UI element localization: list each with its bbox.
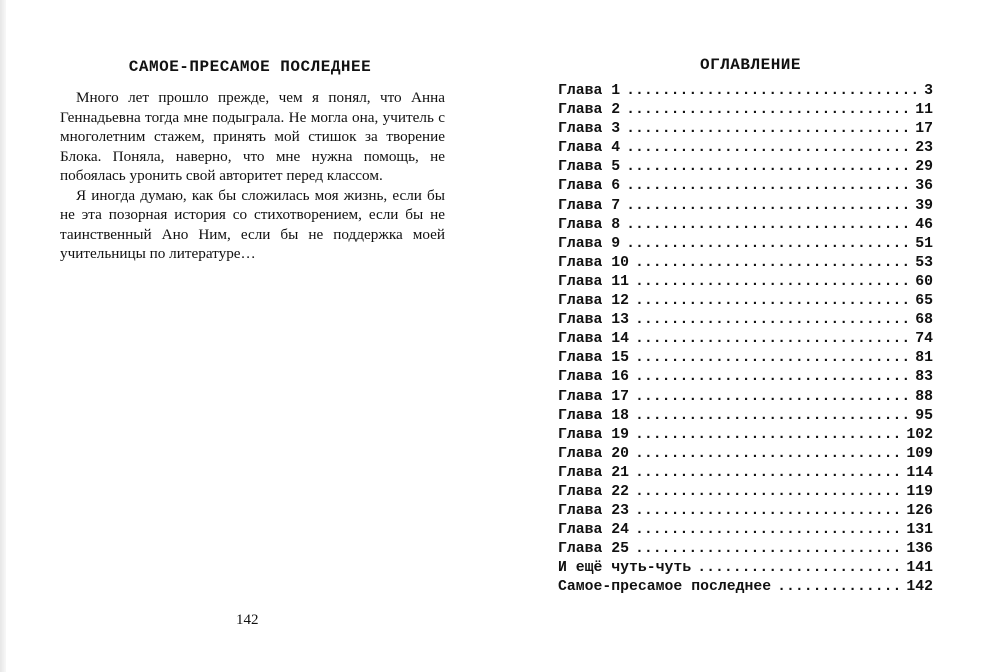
toc-entry-page: 68 (915, 312, 933, 329)
toc-entry-page: 29 (915, 159, 933, 176)
toc-entry-page: 36 (915, 178, 933, 195)
toc-entry-page: 142 (906, 579, 933, 596)
toc-entry[interactable] (558, 120, 933, 139)
toc-dot-leader (635, 254, 912, 273)
toc-entry-label: Глава 24 (558, 522, 630, 539)
toc-dot-leader (626, 197, 912, 216)
toc-entry-page: 136 (906, 541, 933, 558)
toc-entry[interactable] (558, 330, 933, 349)
toc-dot-leader (635, 540, 903, 559)
toc-dot-leader (635, 407, 912, 426)
chapter-title: САМОЕ-ПРЕСАМОЕ ПОСЛЕДНЕЕ (128, 58, 372, 76)
toc-entry[interactable] (558, 273, 933, 292)
toc-entry-label: Глава 8 (558, 216, 621, 233)
toc-entry[interactable] (558, 235, 933, 254)
toc-entry-label: Глава 12 (558, 293, 630, 310)
toc-entry-page: 65 (915, 293, 933, 310)
toc-entry[interactable] (558, 349, 933, 368)
toc-entry-label: Глава 22 (558, 483, 630, 500)
toc-entry-page: 51 (915, 235, 933, 252)
right-page (500, 0, 1001, 672)
toc-entry-label: Глава 9 (558, 235, 621, 252)
toc-dot-leader (626, 158, 912, 177)
toc-entry[interactable] (558, 388, 933, 407)
toc-entry-page: 81 (915, 350, 933, 367)
toc-entry-page: 95 (915, 407, 933, 424)
toc-entry-label: Глава 17 (558, 388, 630, 405)
paragraph: Много лет прошло прежде, чем я понял, что Анна Геннадьевна тогда мне подыграла. Не могла она, учитель с многолетним стажем, принять мой стишок за творение Блока. Поняла, наверно, что мне нужна помощь, не побоялась уронить свой авторитет перед классом. (60, 89, 445, 184)
toc-entry[interactable] (558, 292, 933, 311)
toc-entry[interactable] (558, 559, 933, 578)
toc-entry-page: 88 (915, 388, 933, 405)
toc-entry[interactable] (558, 101, 933, 120)
toc-entry-label: И ещё чуть-чуть (558, 560, 692, 577)
toc-dot-leader (635, 483, 903, 502)
toc-entry-page: 11 (915, 102, 933, 119)
toc-dot-leader (626, 82, 921, 101)
toc-entry-page: 60 (915, 273, 933, 290)
toc-entry-label: Глава 4 (558, 140, 621, 157)
toc-entry-label: Глава 19 (558, 426, 630, 443)
toc-dot-leader (635, 502, 903, 521)
toc-dot-leader (635, 445, 903, 464)
toc-dot-leader (635, 521, 903, 540)
toc-entry[interactable] (558, 216, 933, 235)
toc-entry-page: 109 (906, 445, 933, 462)
toc-dot-leader (635, 330, 912, 349)
toc-dot-leader (697, 559, 903, 578)
toc-entry-label: Глава 3 (558, 121, 621, 138)
table-of-contents (558, 82, 933, 598)
toc-entry-label: Глава 6 (558, 178, 621, 195)
toc-dot-leader (635, 292, 912, 311)
toc-entry-page: 83 (915, 369, 933, 386)
toc-entry-label: Глава 1 (558, 83, 621, 99)
toc-entry[interactable] (558, 464, 933, 483)
toc-entry[interactable] (558, 311, 933, 330)
toc-entry-label: Глава 18 (558, 407, 630, 424)
toc-entry[interactable] (558, 82, 933, 101)
toc-entry-page: 46 (915, 216, 933, 233)
toc-dot-leader (635, 349, 912, 368)
toc-dot-leader (626, 101, 912, 120)
toc-dot-leader (626, 216, 912, 235)
toc-entry-label: Глава 25 (558, 541, 630, 558)
left-page (0, 0, 500, 672)
toc-entry[interactable] (558, 177, 933, 196)
toc-entry-page: 17 (915, 121, 933, 138)
toc-title: ОГЛАВЛЕНИЕ (699, 56, 801, 74)
toc-entry-label: Глава 11 (558, 273, 630, 290)
toc-entry-label: Глава 5 (558, 159, 621, 176)
toc-entry[interactable] (558, 578, 933, 597)
toc-entry[interactable] (558, 502, 933, 521)
toc-entry-label: Глава 14 (558, 331, 630, 348)
toc-entry-label: Глава 15 (558, 350, 630, 367)
toc-dot-leader (635, 311, 912, 330)
toc-entry[interactable] (558, 368, 933, 387)
toc-dot-leader (626, 235, 912, 254)
toc-entry-label: Глава 21 (558, 464, 630, 481)
toc-entry-label: Глава 2 (558, 102, 621, 119)
toc-entry-label: Глава 10 (558, 254, 630, 271)
toc-entry[interactable] (558, 407, 933, 426)
toc-entry-label: Глава 13 (558, 312, 630, 329)
toc-entry[interactable] (558, 254, 933, 273)
toc-entry-label: Глава 23 (558, 503, 630, 520)
toc-entry[interactable] (558, 521, 933, 540)
page-number: 142 (236, 612, 259, 628)
toc-entry[interactable] (558, 139, 933, 158)
toc-dot-leader (626, 120, 912, 139)
toc-dot-leader (626, 139, 912, 158)
toc-entry[interactable] (558, 445, 933, 464)
toc-dot-leader (635, 426, 903, 445)
toc-dot-leader (635, 388, 912, 407)
toc-dot-leader (626, 177, 912, 196)
toc-entry-page: 126 (906, 503, 933, 520)
toc-entry-page: 141 (906, 560, 933, 577)
toc-entry[interactable] (558, 483, 933, 502)
toc-entry-page: 119 (906, 483, 933, 500)
toc-dot-leader (777, 578, 903, 597)
toc-dot-leader (635, 273, 912, 292)
toc-entry-page: 131 (906, 522, 933, 539)
chapter-text (60, 88, 445, 264)
toc-entry-label: Глава 16 (558, 369, 630, 386)
toc-dot-leader (635, 464, 903, 483)
toc-entry-page: 3 (924, 83, 933, 99)
toc-entry[interactable] (558, 540, 933, 559)
toc-entry-page: 23 (915, 140, 933, 157)
toc-entry-label: Глава 7 (558, 197, 621, 214)
toc-entry[interactable] (558, 197, 933, 216)
toc-entry[interactable] (558, 158, 933, 177)
paragraph: Я иногда думаю, как бы сложилась моя жизнь, если бы не эта позорная история со стихотворением, если бы не таинственный Ано Ним, если бы не поддержка моей учительницы по литературе… (60, 186, 445, 262)
toc-entry[interactable] (558, 426, 933, 445)
toc-entry-page: 102 (906, 426, 933, 443)
toc-entry-page: 53 (915, 254, 933, 271)
toc-entry-page: 74 (915, 331, 933, 348)
toc-entry-page: 39 (915, 197, 933, 214)
toc-entry-page: 114 (906, 464, 933, 481)
toc-entry-label: Самое-пресамое последнее (558, 579, 772, 596)
toc-entry-label: Глава 20 (558, 445, 630, 462)
toc-dot-leader (635, 368, 912, 387)
